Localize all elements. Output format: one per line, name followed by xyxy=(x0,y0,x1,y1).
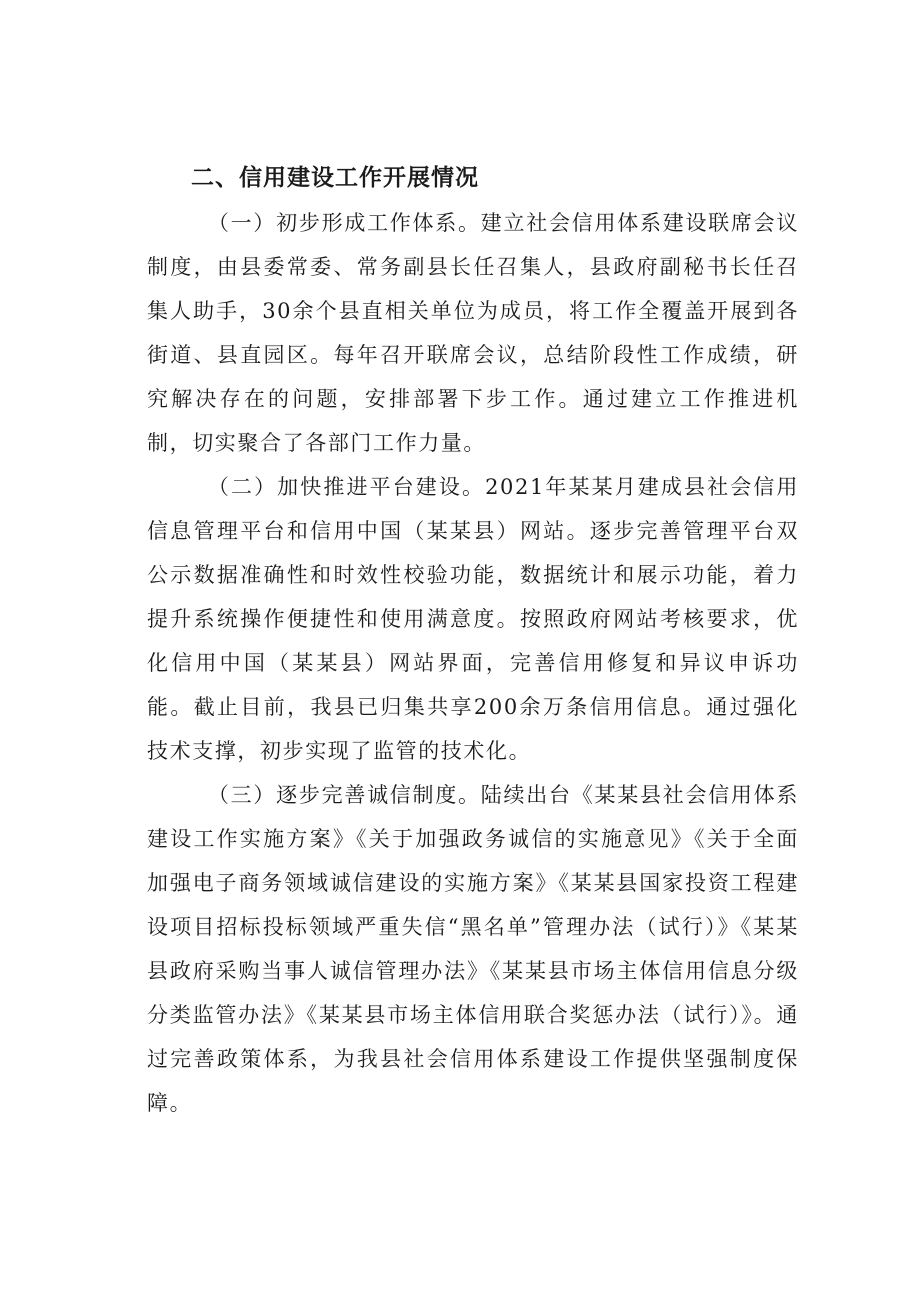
document-body xyxy=(147,155,799,1125)
paragraph-lead: （二）加快推进平台建设。 xyxy=(207,475,486,499)
paragraph-integrity-system xyxy=(147,773,799,1125)
paragraph-body: 建立社会信用体系建设联席会议制度，由县委常委、常务副县长任召集人，县政府副秘书长任召集人助手，30余个县直相关单位为成员，将工作全覆盖开展到各街道、县直园区。每年召开联席会议，总结阶段性工作成绩，研究解决存在的问题，安排部署下步工作。通过建立工作推进机制，切实聚合了各部门工作力量。 xyxy=(147,211,799,455)
paragraph-body: 陆续出台《某某县社会信用体系建设工作实施方案》《关于加强政务诚信的实施意见》《关于全面加强电子商务领域诚信建设的实施方案》《某某县国家投资工程建设项目招标投标领域严重失信“黑名单”管理办法（试行）》《某某县政府采购当事人诚信管理办法》《某某县市场主体信用信息分级分类监管办法》《某某县市场主体信用联合奖惩办法（试行）》。通过完善政策体系，为我县社会信用体系建设工作提供坚强制度保障。 xyxy=(147,783,799,1115)
paragraph-body: 2021年某某月建成县社会信用信息管理平台和信用中国（某某县）网站。逐步完善管理平台双公示数据准确性和时效性校验功能，数据统计和展示功能，着力提升系统操作便捷性和使用满意度。按照政府网站考核要求，优化信用中国（某某县）网站界面，完善信用修复和异议申诉功能。截止目前，我县已归集共享200余万条信用信息。通过强化技术支撑，初步实现了监管的技术化。 xyxy=(147,475,799,763)
paragraph-lead: （三）逐步完善诚信制度。 xyxy=(207,783,481,807)
paragraph-lead: （一）初步形成工作体系。 xyxy=(207,211,481,235)
paragraph-platform-construction xyxy=(147,465,799,773)
section-heading: 二、信用建设工作开展情况 xyxy=(191,165,479,191)
paragraph-work-system xyxy=(147,201,799,465)
